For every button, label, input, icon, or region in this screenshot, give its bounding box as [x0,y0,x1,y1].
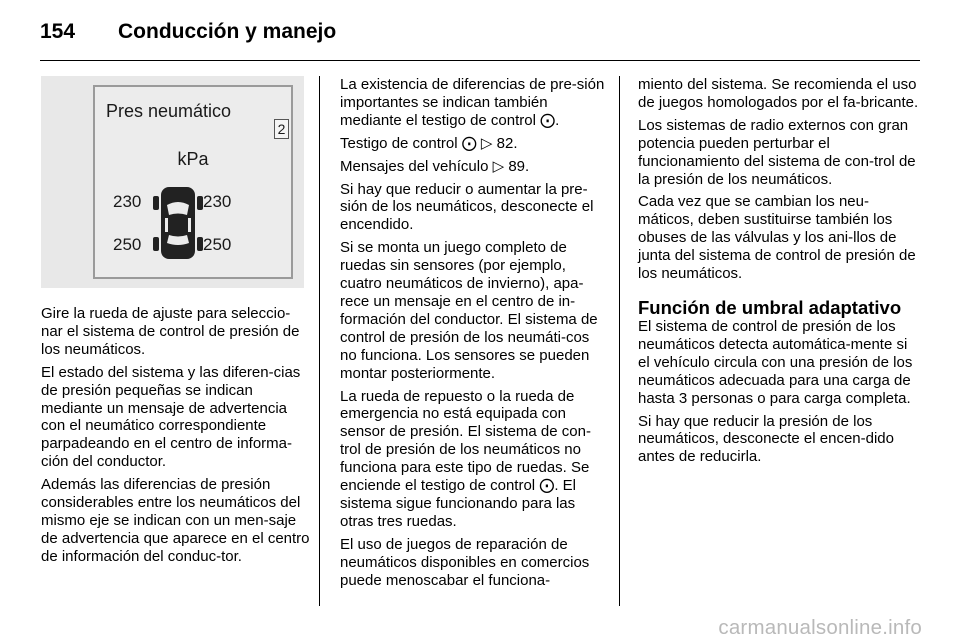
display-title: Pres neumático [106,101,232,121]
paragraph: Además las diferencias de presión considerables entre los neumáticos del mismo eje se indican con un men-saje de advertencia que aparece en el centro de información del conduc-tor. [41,476,310,565]
paragraph: Cada vez que se cambian los neu-máticos, deben sustituirse también los obuses de las válvulas y los ani-llos de junta del sistema de control de presión de los neumáticos. [638,193,916,283]
paragraph: La existencia de diferencias de pre-sión importantes se indican también mediante el testigo de control ⨀. [340,76,605,129]
watermark: carmanualsonline.info [718,616,922,639]
paragraph: La rueda de repuesto o la rueda de emergencia no está equipada con sensor de presión. El sistema de con-trol de presión de los neumáticos no funciona para este tipo de ruedas. Se enciende el testigo de control ⨀. El sistema sigue funcionando para las otras tres ruedas. [340,387,591,530]
paragraph: Mensajes del vehículo ▷ 89. [340,157,530,175]
rear-left-pressure: 250 [113,235,142,254]
column-divider [319,76,320,606]
rear-right-pressure: 250 [203,235,232,254]
tire-pressure-warning-icon: ⨀ [539,477,555,495]
page-indicator-icon: 2 [274,119,289,139]
paragraph: Si hay que reducir la presión de los neumáticos, desconecte el encen-dido antes de reducirla. [638,412,894,466]
paragraph: El estado del sistema y las diferen-cias de presión pequeñas se indican mediante un mensaje de advertencia con el neumático correspondiente parpadeando en el centro de informa-ción del conductor. [41,363,301,471]
front-left-pressure: 230 [113,192,142,211]
column-3 [638,76,922,471]
front-right-pressure: 230 [203,192,232,211]
page-title: Conducción y manejo [118,20,337,43]
paragraph: Si hay que reducir o aumentar la pre-sión de los neumáticos, desconecte el encendido. [340,180,594,234]
pressure-unit: kPa [177,149,209,169]
page-header [0,0,960,62]
paragraph: Los sistemas de radio externos con gran potencia pueden perturbar el funcionamiento del sistema de con-trol de la presión de los neumáticos. [638,116,916,188]
tire-pressure-warning-icon: ⨀ [540,111,556,129]
paragraph: Testigo de control ⨀ ▷ 82. [340,134,518,152]
page-reference-arrow-icon: ▷ [492,157,505,175]
paragraph: El sistema de control de presión de los neumáticos detecta automática-mente si el vehículo circula con una presión de los neumáticos adecuada para una carga de hasta 3 personas o para carga completa. [638,317,913,407]
header-divider [40,60,920,61]
column-2 [340,76,608,594]
page-number: 154 [40,20,76,43]
paragraph: Gire la rueda de ajuste para seleccio-nar el sistema de control de presión de los neumáticos. [41,305,300,358]
paragraph: Si se monta un juego completo de ruedas sin sensores (por ejemplo, cuatro neumáticos de invierno), apa-rece un mensaje en el centro de in-formación del conductor. El sistema de control de presión de los neumáti-cos no funciona. Los sensores se pueden montar posteriormente. [340,239,598,382]
paragraph: El uso de juegos de reparación de neumáticos disponibles en comercios puede menoscabar el funciona- [340,535,590,589]
paragraph: miento del sistema. Se recomienda el uso de juegos homologados por el fa-bricante. [638,76,919,111]
section-heading: Función de umbral adaptativo [638,296,902,318]
tire-pressure-warning-icon: ⨀ [461,134,477,152]
column-1 [41,76,311,571]
column-divider [619,76,620,606]
page-reference-arrow-icon: ▷ [480,134,493,152]
